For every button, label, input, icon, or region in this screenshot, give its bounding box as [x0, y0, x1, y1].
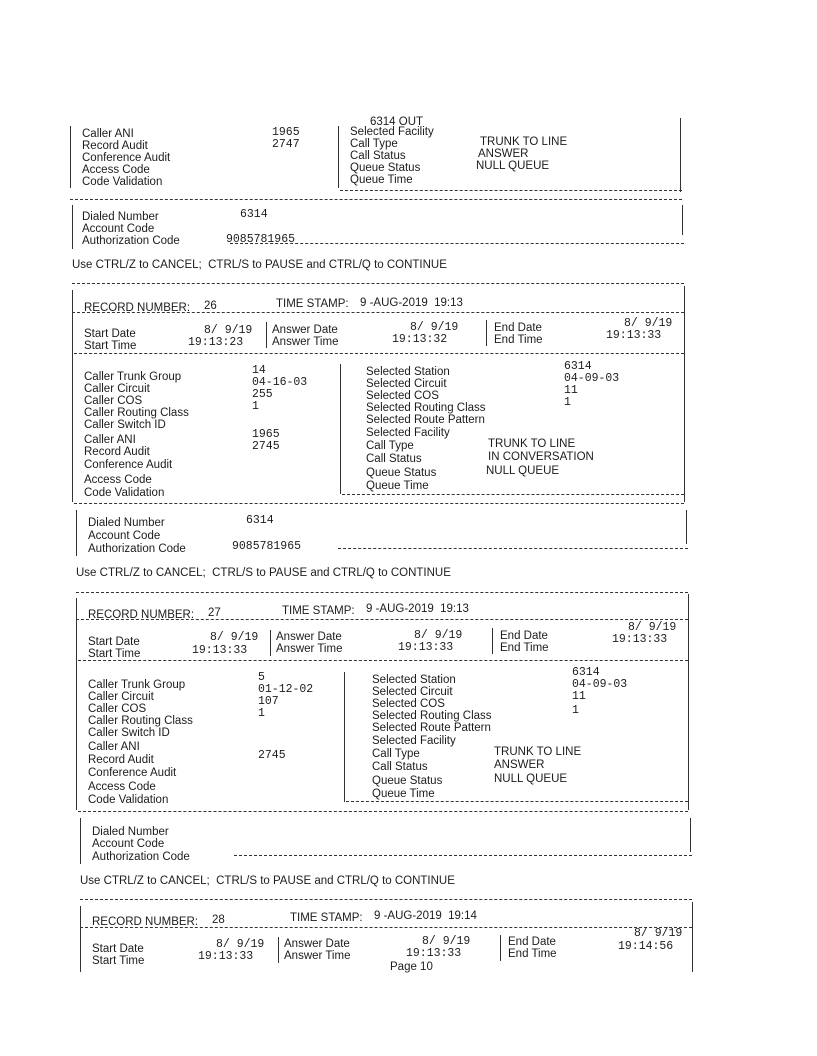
start-date-label: Start Date — [88, 636, 140, 648]
field-value: 1965 — [252, 428, 280, 441]
field-label: Selected Route Pattern — [366, 414, 485, 426]
field-value: 6314 — [572, 666, 600, 679]
field-value: 9085781965 — [226, 233, 296, 246]
field-label: Caller Circuit — [88, 691, 154, 703]
field-value: TRUNK TO LINE — [494, 746, 582, 758]
field-label: Queue Time — [372, 788, 435, 800]
field-label: Dialed Number — [82, 211, 159, 223]
answer-date: 8/ 9/19 — [422, 935, 471, 948]
answer-time-label: Answer Time — [272, 336, 339, 348]
field-label: Code Validation — [82, 176, 163, 188]
field-label: Dialed Number — [88, 517, 165, 529]
field-value: 1 — [572, 704, 579, 717]
field-label: Selected Facility — [372, 735, 456, 747]
field-label: Selected COS — [372, 698, 445, 710]
field-label: Call Type — [372, 748, 420, 760]
field-label: Account Code — [92, 838, 165, 850]
end-time: 19:13:33 — [606, 329, 662, 342]
end-time-label: End Time — [508, 948, 557, 960]
station-out: 6314 OUT — [370, 116, 424, 128]
field-label: Queue Time — [350, 174, 413, 186]
field-value: NULL QUEUE — [476, 160, 550, 172]
end-date: 8/ 9/19 — [628, 621, 677, 634]
field-label: Authorization Code — [88, 543, 186, 555]
field-label: Selected Station — [372, 674, 456, 686]
field-value: 1 — [258, 707, 265, 720]
time-stamp: 9 -AUG-2019 19:13 — [366, 603, 469, 615]
field-value: 5 — [258, 671, 265, 684]
field-value: ANSWER — [478, 148, 529, 160]
field-value: 11 — [572, 690, 586, 703]
field-label: Caller Routing Class — [88, 715, 193, 727]
continue-prompt: Use CTRL/Z to CANCEL; CTRL/S to PAUSE and CTRL/Q to CONTINUE — [72, 259, 447, 271]
field-label: Caller COS — [84, 395, 143, 407]
continue-prompt: Use CTRL/Z to CANCEL; CTRL/S to PAUSE and CTRL/Q to CONTINUE — [76, 567, 451, 579]
field-value: NULL QUEUE — [486, 465, 560, 477]
answer-date-label: Answer Date — [284, 938, 350, 950]
start-time-label: Start Time — [88, 648, 141, 660]
record-number-label: RECORD NUMBER: — [88, 609, 195, 621]
field-label: Conference Audit — [88, 767, 177, 779]
field-value: 6314 — [564, 360, 592, 373]
field-value: 1 — [564, 396, 571, 409]
field-label: Selected Station — [366, 366, 450, 378]
answer-time: 19:13:33 — [406, 947, 462, 960]
field-label: Record Audit — [88, 754, 154, 766]
field-label: Selected Facility — [366, 427, 450, 439]
start-date-label: Start Date — [84, 328, 136, 340]
field-label: Selected Routing Class — [372, 710, 492, 722]
start-time: 19:13:33 — [198, 950, 254, 963]
field-label: Conference Audit — [82, 152, 171, 164]
field-label: Caller Trunk Group — [84, 371, 182, 383]
time-stamp: 9 -AUG-2019 19:13 — [360, 297, 463, 309]
end-date-label: End Date — [508, 936, 556, 948]
field-label: Queue Status — [366, 467, 437, 479]
field-label: Caller COS — [88, 703, 147, 715]
start-time: 19:13:23 — [188, 336, 244, 349]
field-value: 2747 — [272, 138, 300, 151]
field-label: Selected Routing Class — [366, 402, 486, 414]
field-value: 255 — [252, 388, 273, 401]
field-label: Authorization Code — [82, 235, 180, 247]
field-label: Caller Switch ID — [88, 727, 170, 739]
start-time-label: Start Time — [84, 340, 137, 352]
field-label: Code Validation — [84, 487, 165, 499]
field-value: 2745 — [258, 749, 286, 762]
field-value: 1 — [252, 400, 259, 413]
field-label: Selected Circuit — [366, 378, 447, 390]
field-value: 04-16-03 — [252, 376, 308, 389]
field-label: Caller ANI — [82, 128, 134, 140]
start-date: 8/ 9/19 — [210, 631, 259, 644]
field-label: Caller Routing Class — [84, 407, 189, 419]
end-time: 19:14:56 — [618, 940, 674, 953]
field-label: Call Status — [372, 761, 428, 773]
field-label: Caller ANI — [88, 741, 140, 753]
page-number: Page 10 — [390, 961, 433, 973]
end-time-label: End Time — [500, 642, 549, 654]
field-value: 9085781965 — [232, 540, 302, 553]
answer-date: 8/ 9/19 — [410, 321, 459, 334]
field-value: 04-09-03 — [572, 678, 628, 691]
field-label: Conference Audit — [84, 459, 173, 471]
field-value: 6314 — [246, 514, 274, 527]
field-value: 14 — [252, 364, 266, 377]
field-value: 2745 — [252, 440, 280, 453]
field-label: Selected COS — [366, 390, 439, 402]
end-date-label: End Date — [494, 322, 542, 334]
end-date-label: End Date — [500, 630, 548, 642]
field-label: Access Code — [82, 164, 150, 176]
end-date: 8/ 9/19 — [624, 317, 673, 330]
answer-time: 19:13:33 — [398, 641, 454, 654]
field-label: Queue Status — [350, 162, 421, 174]
start-date: 8/ 9/19 — [204, 324, 253, 337]
record-number: 27 — [208, 607, 221, 619]
field-value: IN CONVERSATION — [488, 451, 594, 463]
field-label: Account Code — [82, 223, 155, 235]
continue-prompt: Use CTRL/Z to CANCEL; CTRL/S to PAUSE and CTRL/Q to CONTINUE — [80, 875, 455, 887]
field-value: TRUNK TO LINE — [488, 438, 576, 450]
answer-time: 19:13:32 — [392, 333, 448, 346]
field-label: Call Status — [350, 150, 406, 162]
field-label: Queue Time — [366, 480, 429, 492]
field-label: Caller Switch ID — [84, 419, 166, 431]
field-label: Selected Circuit — [372, 686, 453, 698]
start-time-label: Start Time — [92, 955, 145, 967]
start-date-label: Start Date — [92, 943, 144, 955]
record-number: 26 — [204, 300, 217, 312]
field-value: 11 — [564, 384, 578, 397]
record-number: 28 — [212, 914, 225, 926]
field-label: Record Audit — [84, 446, 150, 458]
field-value: 1965 — [272, 126, 300, 139]
field-label: Account Code — [88, 530, 161, 542]
answer-date-label: Answer Date — [272, 324, 338, 336]
time-stamp: 9 -AUG-2019 19:14 — [374, 910, 477, 922]
field-value: 107 — [258, 695, 279, 708]
answer-date-label: Answer Date — [276, 631, 342, 643]
field-value: NULL QUEUE — [494, 773, 568, 785]
field-label: Code Validation — [88, 794, 169, 806]
end-time-label: End Time — [494, 334, 543, 346]
field-label: Access Code — [88, 781, 156, 793]
record-number-label: RECORD NUMBER: — [84, 302, 191, 314]
field-label: Access Code — [84, 474, 152, 486]
field-label: Dialed Number — [92, 826, 169, 838]
field-label: Call Type — [350, 138, 398, 150]
answer-date: 8/ 9/19 — [414, 629, 463, 642]
field-label: Caller ANI — [84, 434, 136, 446]
field-value: TRUNK TO LINE — [480, 136, 568, 148]
time-stamp-label: TIME STAMP: — [282, 605, 355, 617]
field-label: Caller Trunk Group — [88, 679, 186, 691]
field-label: Authorization Code — [92, 851, 190, 863]
field-label: Record Audit — [82, 140, 148, 152]
field-label: Queue Status — [372, 775, 443, 787]
field-value: 01-12-02 — [258, 683, 314, 696]
field-label: Call Status — [366, 453, 422, 465]
field-label: Selected Facility — [350, 126, 434, 138]
field-label: Selected Route Pattern — [372, 722, 491, 734]
answer-time-label: Answer Time — [284, 950, 351, 962]
field-label: Caller Circuit — [84, 383, 150, 395]
start-date: 8/ 9/19 — [216, 938, 265, 951]
field-value: 04-09-03 — [564, 372, 620, 385]
field-label: Call Type — [366, 440, 414, 452]
field-value: ANSWER — [494, 759, 545, 771]
field-value: 6314 — [240, 208, 268, 221]
end-time: 19:13:33 — [612, 633, 668, 646]
time-stamp-label: TIME STAMP: — [276, 298, 349, 310]
answer-time-label: Answer Time — [276, 643, 343, 655]
time-stamp-label: TIME STAMP: — [290, 912, 363, 924]
start-time: 19:13:33 — [192, 644, 248, 657]
record-number-label: RECORD NUMBER: — [92, 916, 199, 928]
end-date: 8/ 9/19 — [634, 927, 683, 940]
